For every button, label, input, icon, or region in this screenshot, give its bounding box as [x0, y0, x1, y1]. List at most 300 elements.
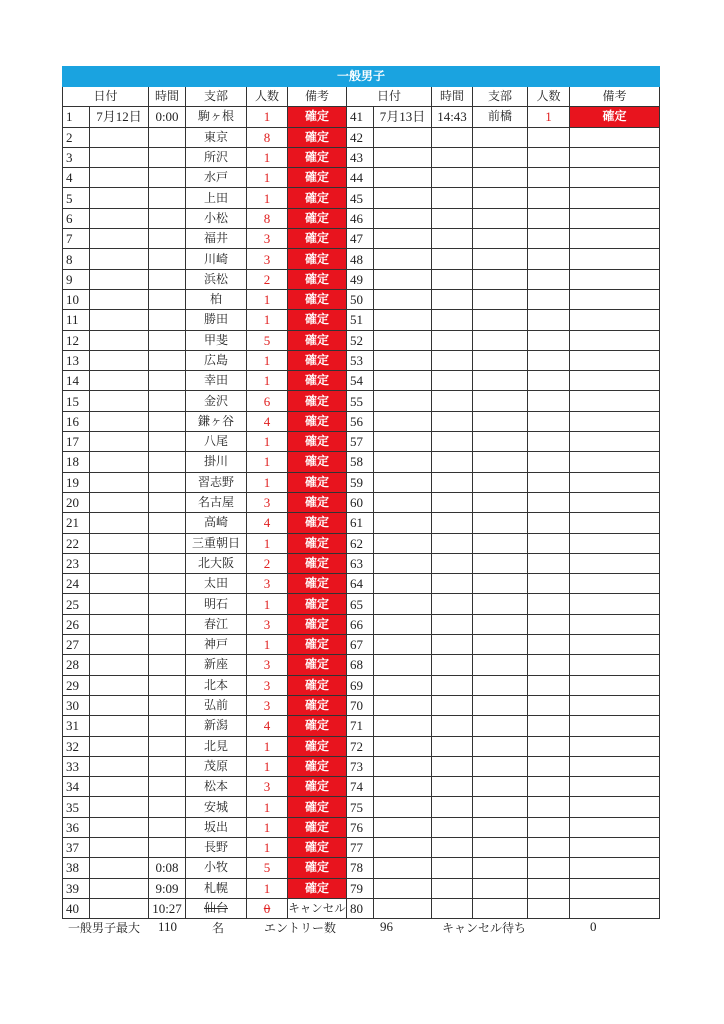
date-cell	[90, 695, 149, 715]
time-cell	[149, 127, 186, 147]
table-row	[63, 635, 660, 655]
count-cell-2	[528, 837, 570, 857]
branch-cell: 東京	[186, 127, 247, 147]
count-cell: 1	[247, 756, 288, 776]
date-cell	[90, 594, 149, 614]
branch-cell-2	[473, 635, 528, 655]
table-row	[63, 817, 660, 837]
row-number: 31	[63, 716, 90, 736]
status-cell: 確定	[288, 289, 347, 309]
status-cell-2	[570, 289, 660, 309]
row-number: 34	[63, 777, 90, 797]
time-cell-2	[432, 188, 473, 208]
table-row	[63, 553, 660, 573]
time-cell	[149, 817, 186, 837]
row-number: 30	[63, 695, 90, 715]
date-cell	[90, 756, 149, 776]
table-row	[63, 898, 660, 918]
date-cell	[90, 432, 149, 452]
time-cell	[149, 777, 186, 797]
branch-cell-2	[473, 492, 528, 512]
status-cell: 確定	[288, 533, 347, 553]
row-number: 18	[63, 452, 90, 472]
row-number-2: 70	[347, 695, 374, 715]
date-cell	[90, 777, 149, 797]
row-number-2: 45	[347, 188, 374, 208]
time-cell-2: 14:43	[432, 107, 473, 127]
count-cell: 1	[247, 107, 288, 127]
branch-cell-2	[473, 837, 528, 857]
time-cell-2	[432, 472, 473, 492]
count-cell-2	[528, 817, 570, 837]
row-number: 1	[63, 107, 90, 127]
time-cell	[149, 635, 186, 655]
status-cell: 確定	[288, 492, 347, 512]
row-number-2: 75	[347, 797, 374, 817]
table-row	[63, 452, 660, 472]
status-cell-2	[570, 208, 660, 228]
count-cell-2	[528, 736, 570, 756]
count-cell-2	[528, 310, 570, 330]
date-cell	[90, 452, 149, 472]
time-cell-2	[432, 249, 473, 269]
table-row	[63, 249, 660, 269]
status-cell-2	[570, 716, 660, 736]
branch-cell-2: 前橋	[473, 107, 528, 127]
count-cell-2	[528, 878, 570, 898]
time-cell: 0:08	[149, 858, 186, 878]
branch-cell: 仙台	[186, 898, 247, 918]
row-number: 8	[63, 249, 90, 269]
count-cell-2	[528, 655, 570, 675]
time-cell-2	[432, 655, 473, 675]
status-cell: 確定	[288, 635, 347, 655]
time-cell-2	[432, 492, 473, 512]
row-number: 7	[63, 229, 90, 249]
count-cell-2	[528, 127, 570, 147]
table-title: 一般男子	[63, 67, 660, 87]
time-cell-2	[432, 756, 473, 776]
date-cell	[90, 229, 149, 249]
row-number-2: 59	[347, 472, 374, 492]
time-cell-2	[432, 675, 473, 695]
date-cell	[90, 655, 149, 675]
time-cell	[149, 797, 186, 817]
date-cell	[90, 858, 149, 878]
table-row	[63, 614, 660, 634]
row-number-2: 53	[347, 350, 374, 370]
row-number: 38	[63, 858, 90, 878]
count-cell: 1	[247, 289, 288, 309]
count-cell-2	[528, 208, 570, 228]
status-cell-2	[570, 391, 660, 411]
date-cell-2	[374, 147, 432, 167]
branch-cell: 広島	[186, 350, 247, 370]
count-cell: 3	[247, 695, 288, 715]
count-cell: 5	[247, 858, 288, 878]
count-cell: 1	[247, 817, 288, 837]
table-row	[63, 472, 660, 492]
date-cell-2	[374, 249, 432, 269]
date-cell	[90, 411, 149, 431]
row-number-2: 60	[347, 492, 374, 512]
count-cell-2	[528, 350, 570, 370]
status-cell-2	[570, 350, 660, 370]
time-cell	[149, 310, 186, 330]
date-cell-2	[374, 635, 432, 655]
date-cell-2	[374, 574, 432, 594]
count-cell: 8	[247, 208, 288, 228]
status-cell-2	[570, 898, 660, 918]
status-cell-2	[570, 249, 660, 269]
row-number-2: 57	[347, 432, 374, 452]
table-row	[63, 777, 660, 797]
date-cell-2: 7月13日	[374, 107, 432, 127]
table-row	[63, 371, 660, 391]
status-cell-2	[570, 452, 660, 472]
count-cell: 3	[247, 574, 288, 594]
count-cell: 1	[247, 147, 288, 167]
count-cell: 8	[247, 127, 288, 147]
branch-cell: 鎌ヶ谷	[186, 411, 247, 431]
time-cell: 10:27	[149, 898, 186, 918]
header-row	[63, 87, 660, 107]
status-cell: キャンセル	[288, 898, 347, 918]
branch-cell-2	[473, 594, 528, 614]
count-cell: 1	[247, 432, 288, 452]
table-row	[63, 330, 660, 350]
branch-cell-2	[473, 817, 528, 837]
row-number-2: 72	[347, 736, 374, 756]
branch-cell-2	[473, 188, 528, 208]
time-cell	[149, 350, 186, 370]
date-cell-2	[374, 716, 432, 736]
status-cell: 確定	[288, 229, 347, 249]
date-cell-2	[374, 533, 432, 553]
table-row	[63, 391, 660, 411]
time-cell-2	[432, 553, 473, 573]
date-cell: 7月12日	[90, 107, 149, 127]
row-number: 35	[63, 797, 90, 817]
count-cell: 3	[247, 655, 288, 675]
count-cell-2	[528, 898, 570, 918]
branch-cell: 北本	[186, 675, 247, 695]
row-number-2: 62	[347, 533, 374, 553]
branch-cell: 新座	[186, 655, 247, 675]
branch-cell-2	[473, 371, 528, 391]
date-cell	[90, 188, 149, 208]
branch-cell-2	[473, 675, 528, 695]
count-cell: 4	[247, 513, 288, 533]
count-cell: 6	[247, 391, 288, 411]
time-cell	[149, 594, 186, 614]
branch-cell-2	[473, 695, 528, 715]
max-label: 一般男子最大	[68, 921, 141, 935]
count-cell-2	[528, 289, 570, 309]
count-cell: 3	[247, 492, 288, 512]
branch-cell: 高崎	[186, 513, 247, 533]
table-row	[63, 716, 660, 736]
table-row	[63, 411, 660, 431]
date-cell	[90, 310, 149, 330]
time-cell-2	[432, 147, 473, 167]
time-cell-2	[432, 594, 473, 614]
branch-cell-2	[473, 208, 528, 228]
count-cell-2	[528, 635, 570, 655]
status-cell-2	[570, 269, 660, 289]
row-number-2: 65	[347, 594, 374, 614]
row-number: 10	[63, 289, 90, 309]
date-cell	[90, 797, 149, 817]
time-cell-2	[432, 229, 473, 249]
status-cell: 確定	[288, 168, 347, 188]
status-cell: 確定	[288, 371, 347, 391]
row-number: 28	[63, 655, 90, 675]
branch-cell: 松本	[186, 777, 247, 797]
status-cell: 確定	[288, 208, 347, 228]
time-cell-2	[432, 878, 473, 898]
status-cell-2	[570, 330, 660, 350]
count-cell-2: 1	[528, 107, 570, 127]
time-cell-2	[432, 330, 473, 350]
status-cell: 確定	[288, 553, 347, 573]
time-cell-2	[432, 269, 473, 289]
row-number: 39	[63, 878, 90, 898]
entry-label: エントリー数	[264, 921, 337, 935]
time-cell-2	[432, 837, 473, 857]
status-cell: 確定	[288, 756, 347, 776]
branch-cell: 札幌	[186, 878, 247, 898]
time-cell-2	[432, 391, 473, 411]
date-cell-2	[374, 310, 432, 330]
branch-cell: 駒ヶ根	[186, 107, 247, 127]
time-cell	[149, 371, 186, 391]
branch-cell-2	[473, 716, 528, 736]
branch-cell-2	[473, 756, 528, 776]
time-cell	[149, 330, 186, 350]
time-cell	[149, 269, 186, 289]
date-cell-2	[374, 817, 432, 837]
count-cell-2	[528, 675, 570, 695]
status-cell: 確定	[288, 777, 347, 797]
branch-cell-2	[473, 330, 528, 350]
row-number-2: 51	[347, 310, 374, 330]
table-row	[63, 350, 660, 370]
time-cell-2	[432, 614, 473, 634]
branch-cell-2	[473, 614, 528, 634]
date-cell	[90, 492, 149, 512]
date-cell-2	[374, 695, 432, 715]
count-cell-2	[528, 452, 570, 472]
status-cell-2	[570, 492, 660, 512]
branch-cell-2	[473, 553, 528, 573]
row-number-2: 47	[347, 229, 374, 249]
count-cell-2	[528, 594, 570, 614]
row-number-2: 44	[347, 168, 374, 188]
status-cell-2	[570, 594, 660, 614]
row-number-2: 76	[347, 817, 374, 837]
time-cell-2	[432, 797, 473, 817]
time-cell-2	[432, 574, 473, 594]
row-number-2: 43	[347, 147, 374, 167]
date-cell	[90, 837, 149, 857]
status-cell-2	[570, 797, 660, 817]
date-cell	[90, 269, 149, 289]
count-cell-2	[528, 858, 570, 878]
branch-cell: 三重朝日	[186, 533, 247, 553]
time-cell	[149, 574, 186, 594]
branch-cell: 新潟	[186, 716, 247, 736]
date-cell-2	[374, 797, 432, 817]
status-cell: 確定	[288, 675, 347, 695]
time-cell	[149, 188, 186, 208]
status-cell: 確定	[288, 858, 347, 878]
branch-cell: 春江	[186, 614, 247, 634]
row-number: 25	[63, 594, 90, 614]
row-number-2: 63	[347, 553, 374, 573]
table-row	[63, 756, 660, 776]
branch-cell: 弘前	[186, 695, 247, 715]
count-cell: 1	[247, 371, 288, 391]
status-cell: 確定	[288, 574, 347, 594]
col-header-count-2: 人数	[528, 87, 570, 107]
branch-cell: 小松	[186, 208, 247, 228]
row-number: 24	[63, 574, 90, 594]
status-cell: 確定	[288, 432, 347, 452]
col-header-branch: 支部	[186, 87, 247, 107]
table-row	[63, 513, 660, 533]
branch-cell: 習志野	[186, 472, 247, 492]
date-cell	[90, 898, 149, 918]
table-row	[63, 594, 660, 614]
branch-cell: 浜松	[186, 269, 247, 289]
branch-cell: 坂出	[186, 817, 247, 837]
time-cell-2	[432, 127, 473, 147]
count-cell: 1	[247, 878, 288, 898]
status-cell-2	[570, 553, 660, 573]
entry-table	[62, 66, 660, 919]
date-cell	[90, 574, 149, 594]
time-cell	[149, 452, 186, 472]
row-number: 19	[63, 472, 90, 492]
status-cell-2	[570, 635, 660, 655]
date-cell-2	[374, 127, 432, 147]
row-number: 2	[63, 127, 90, 147]
col-header-date: 日付	[63, 87, 149, 107]
date-cell-2	[374, 837, 432, 857]
date-cell	[90, 716, 149, 736]
count-cell-2	[528, 695, 570, 715]
time-cell	[149, 614, 186, 634]
time-cell	[149, 147, 186, 167]
branch-cell: 北見	[186, 736, 247, 756]
branch-cell: 上田	[186, 188, 247, 208]
row-number: 27	[63, 635, 90, 655]
table-row	[63, 533, 660, 553]
time-cell: 0:00	[149, 107, 186, 127]
row-number-2: 74	[347, 777, 374, 797]
row-number-2: 78	[347, 858, 374, 878]
count-cell: 2	[247, 269, 288, 289]
row-number-2: 56	[347, 411, 374, 431]
branch-cell-2	[473, 574, 528, 594]
branch-cell-2	[473, 350, 528, 370]
date-cell	[90, 553, 149, 573]
status-cell-2	[570, 878, 660, 898]
count-cell-2	[528, 229, 570, 249]
status-cell: 確定	[288, 350, 347, 370]
time-cell	[149, 756, 186, 776]
count-cell-2	[528, 330, 570, 350]
row-number: 29	[63, 675, 90, 695]
time-cell-2	[432, 695, 473, 715]
row-number-2: 55	[347, 391, 374, 411]
time-cell	[149, 411, 186, 431]
branch-cell: 北大阪	[186, 553, 247, 573]
row-number: 26	[63, 614, 90, 634]
branch-cell: 八尾	[186, 432, 247, 452]
summary-footer	[62, 917, 662, 937]
branch-cell-2	[473, 127, 528, 147]
date-cell	[90, 635, 149, 655]
row-number: 5	[63, 188, 90, 208]
count-cell: 1	[247, 635, 288, 655]
row-number-2: 50	[347, 289, 374, 309]
date-cell-2	[374, 898, 432, 918]
status-cell: 確定	[288, 391, 347, 411]
count-cell: 1	[247, 736, 288, 756]
time-cell	[149, 837, 186, 857]
row-number-2: 64	[347, 574, 374, 594]
time-cell-2	[432, 350, 473, 370]
table-row	[63, 858, 660, 878]
date-cell	[90, 533, 149, 553]
table-row	[63, 188, 660, 208]
date-cell-2	[374, 432, 432, 452]
branch-cell: 小牧	[186, 858, 247, 878]
date-cell	[90, 330, 149, 350]
unit-label: 名	[212, 921, 225, 935]
table-row	[63, 492, 660, 512]
branch-cell-2	[473, 898, 528, 918]
time-cell	[149, 208, 186, 228]
status-cell-2	[570, 614, 660, 634]
entry-value: 96	[380, 919, 393, 934]
count-cell: 3	[247, 675, 288, 695]
date-cell-2	[374, 594, 432, 614]
count-cell-2	[528, 391, 570, 411]
branch-cell-2	[473, 655, 528, 675]
time-cell	[149, 432, 186, 452]
branch-cell-2	[473, 289, 528, 309]
status-cell: 確定	[288, 594, 347, 614]
row-number: 33	[63, 756, 90, 776]
col-header-branch-2: 支部	[473, 87, 528, 107]
time-cell	[149, 736, 186, 756]
branch-cell-2	[473, 878, 528, 898]
max-value: 110	[158, 919, 178, 934]
time-cell-2	[432, 858, 473, 878]
row-number-2: 48	[347, 249, 374, 269]
count-cell-2	[528, 188, 570, 208]
count-cell-2	[528, 432, 570, 452]
count-cell-2	[528, 492, 570, 512]
row-number: 37	[63, 837, 90, 857]
status-cell-2: 確定	[570, 107, 660, 127]
date-cell-2	[374, 858, 432, 878]
status-cell-2	[570, 147, 660, 167]
date-cell-2	[374, 188, 432, 208]
